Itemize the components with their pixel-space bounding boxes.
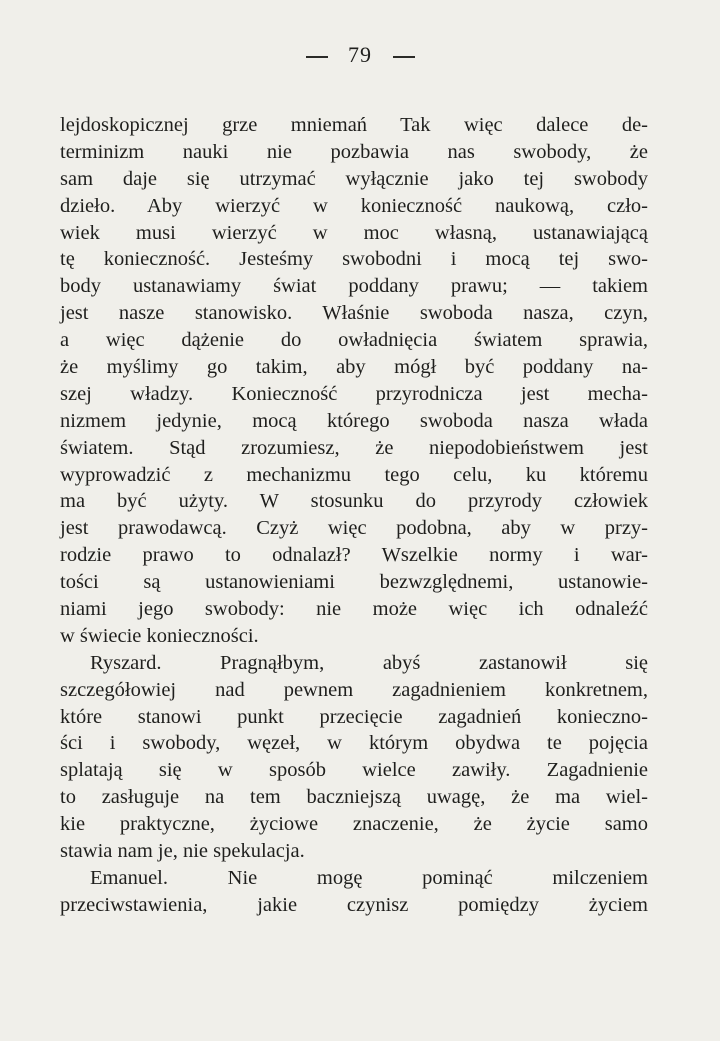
body-text (60, 112, 648, 919)
text-line: splatają się w sposób wielce zawiły. Zagadnienie (60, 759, 648, 782)
text-line: tości są ustanowieniami bezwzględnemi, ustanowie- (60, 571, 648, 594)
text-line: to zasługuje na tem baczniejszą uwagę, że ma wiel- (60, 786, 648, 809)
text-line: ma być użyty. W stosunku do przyrody człowiek (60, 490, 648, 513)
text-line: stawia nam je, nie spekulacja. (60, 840, 305, 863)
text-line: jest prawodawcą. Czyż więc podobna, aby w przy- (60, 517, 648, 540)
text-line: wiek musi wierzyć w moc własną, ustanawiającą (60, 221, 648, 244)
text-line: Emanuel. Nie mogę pominąć milczeniem (90, 866, 648, 889)
text-line: ści i swobody, węzeł, w którym obydwa te pojęcia (60, 732, 648, 755)
text-line: jest nasze stanowisko. Właśnie swoboda nasza, czyn, (60, 302, 648, 325)
text-line: tę konieczność. Jesteśmy swobodni i mocą tej swo- (60, 248, 648, 271)
text-line: światem. Stąd zrozumiesz, że niepodobieństwem jest (60, 436, 648, 459)
text-line: szej władzy. Konieczność przyrodnicza jest mecha- (60, 382, 648, 405)
text-line: w świecie konieczności. (60, 624, 259, 647)
text-line: które stanowi punkt przecięcie zagadnień koniecznо- (60, 705, 648, 728)
text-line: że myślimy go takim, aby mógł być poddany na- (60, 356, 648, 379)
text-line: dzieło. Aby wierzyć w konieczność naukową, czło- (60, 194, 648, 217)
text-line: niami jego swobody: nie może więc ich odnaleźć (60, 598, 648, 621)
text-line: kie praktyczne, życiowe znaczenie, że życie samo (60, 813, 648, 836)
text-line: Ryszard. Pragnąłbym, abyś zastanowił się (90, 651, 648, 674)
text-line: sam daje się utrzymać wyłącznie jako tej swobody (60, 167, 648, 190)
text-line: lejdoskopicznej grze mniemań Tak więc dalece de- (60, 114, 648, 136)
text-line: a więc dążenie do owładnięcia światem sprawia, (60, 329, 648, 352)
right-dash (393, 56, 415, 58)
text-line: wyprowadzić z mechanizmu tego celu, ku któremu (60, 463, 648, 486)
page-header (0, 42, 720, 68)
page-number: 79 (348, 42, 372, 67)
left-dash (306, 56, 328, 58)
text-line: rodzie prawo to odnalazł? Wszelkie normy i war- (60, 544, 648, 567)
text-line: przeciwstawienia, jakie czynisz pomiędzy życiem (60, 893, 648, 916)
text-line: nizmem jedynie, mocą którego swoboda nasza włada (60, 409, 648, 432)
text-line: body ustanawiamy świat poddany prawu; — takiem (60, 275, 648, 298)
text-line: szczegółowiej nad pewnem zagadnieniem konkretnem, (60, 678, 648, 701)
text-line: terminizm nauki nie pozbawia nas swobody, że (60, 140, 648, 163)
